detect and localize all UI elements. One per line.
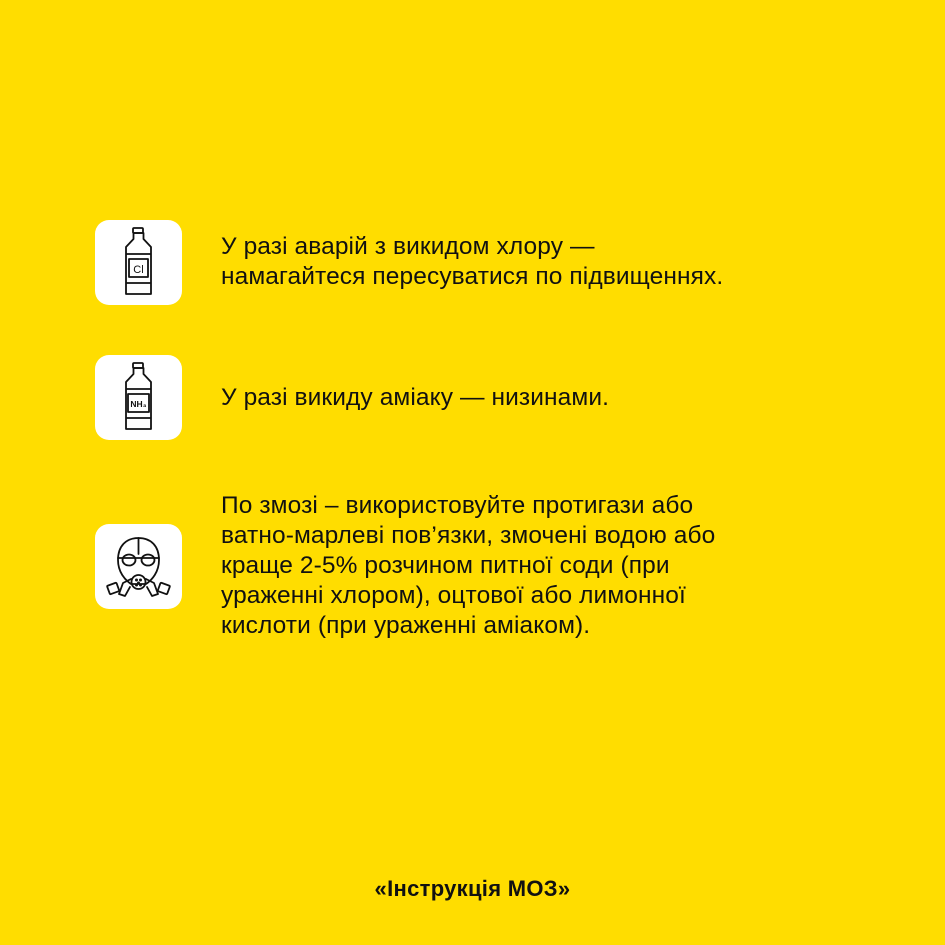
instruction-line: У разі викиду аміаку — низинами. — [221, 384, 610, 411]
ammonia-icon-card — [95, 355, 182, 440]
instruction-line: кислоти (при ураженні аміаком). — [221, 612, 591, 639]
chlorine-icon-card — [95, 220, 182, 305]
instruction-text — [221, 232, 861, 292]
instruction-line: По змозі – використовуйте протигази або — [221, 492, 694, 519]
instruction-line: У разі аварій з викидом хлору — — [221, 233, 595, 260]
instruction-line: ураженні хлором), оцтової або лимонної — [221, 582, 686, 609]
instruction-text — [221, 383, 861, 413]
instruction-line: ватно-марлеві пов’язки, змочені водою або — [221, 522, 716, 549]
gas-mask-icon-card — [95, 524, 182, 609]
ammonia-icon-label: NH₃ — [130, 399, 147, 409]
instruction-line: краще 2-5% розчином питної соди (при — [221, 552, 670, 579]
instruction-line: намагайтеся пересуватися по підвищеннях. — [221, 263, 724, 290]
source-footer: «Інструкція МОЗ» — [374, 876, 571, 901]
ammonia-bottle-icon — [95, 355, 182, 440]
chlorine-bottle-icon — [95, 220, 182, 305]
gas-mask-icon — [95, 524, 182, 609]
chlorine-icon-label: Cl — [133, 264, 144, 276]
instruction-text — [221, 491, 861, 641]
